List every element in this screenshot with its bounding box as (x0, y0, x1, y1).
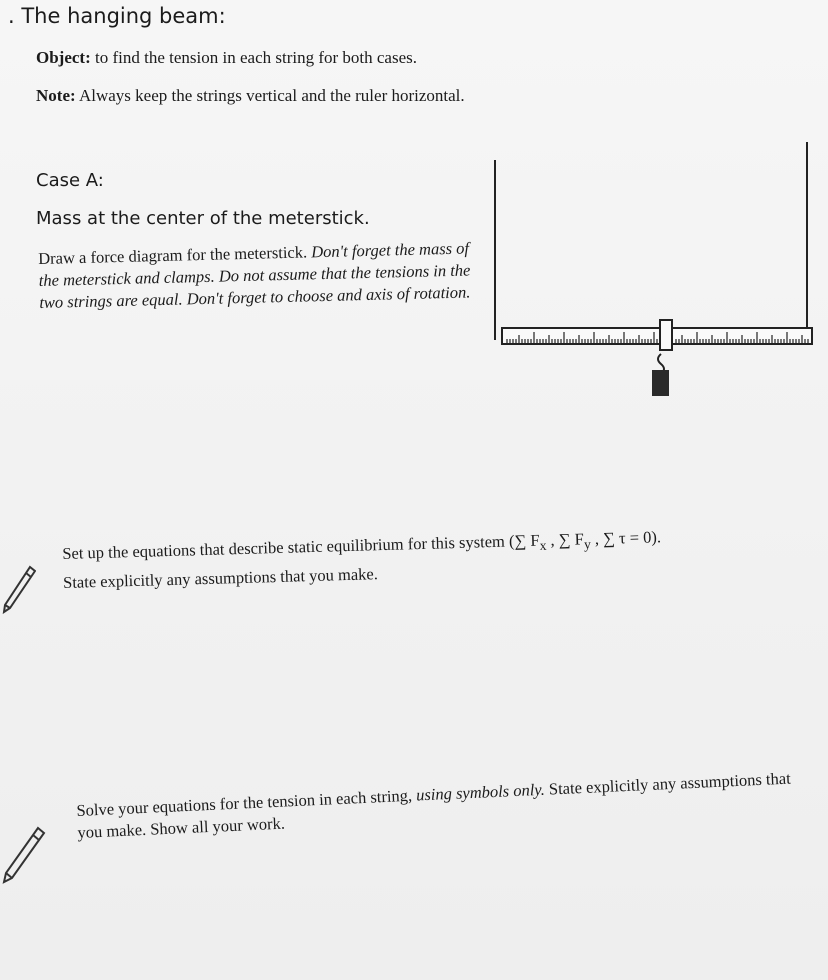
note-label: Note: (36, 86, 76, 105)
equilibrium-end: , ∑ τ = 0). (590, 527, 662, 549)
case-heading: Case A: (36, 170, 104, 191)
hanging-beam-diagram (480, 140, 825, 410)
objective-line (36, 48, 417, 68)
equilibrium-text: Set up the equations that describe static equilibrium for this system (∑ F (62, 530, 540, 563)
note-line (36, 86, 465, 106)
equilibrium-sub-x: x (539, 537, 547, 553)
solve-instructions (76, 767, 797, 844)
solve-italic: using symbols only. (415, 779, 546, 805)
draw-instructions (38, 237, 479, 314)
pencil-icon (2, 824, 46, 884)
center-clamp (660, 320, 672, 350)
objective-text: to find the tension in each string for both cases. (90, 48, 417, 67)
pencil-icon (2, 564, 36, 614)
draw-instructions-main: Draw a force diagram for the meterstick. (38, 242, 312, 268)
mass-heading: Mass at the center of the meterstick. (36, 208, 370, 229)
solve-assumptions: State explicitly any assumptions that you make. Show all your work. (77, 768, 792, 842)
solve-text: Solve your equations for the tension in each string, (76, 785, 417, 820)
equilibrium-mid: , ∑ F (546, 529, 585, 550)
page-title: . The hanging beam: (8, 4, 226, 28)
note-text: Always keep the strings vertical and the ruler horizontal. (75, 86, 465, 105)
equilibrium-sub-y: y (583, 536, 592, 552)
draw-instructions-italic: Don't forget the mass of the meterstick and clamps. Do not assume that the tensions in the two strings are equal. Don't forget to choose and axis of rotation. (38, 238, 471, 312)
hanging-mass (652, 370, 669, 396)
objective-label: Object: (36, 48, 91, 67)
equilibrium-assumptions: State explicitly any assumptions that you make. (62, 564, 379, 593)
equilibrium-instructions (62, 521, 823, 595)
